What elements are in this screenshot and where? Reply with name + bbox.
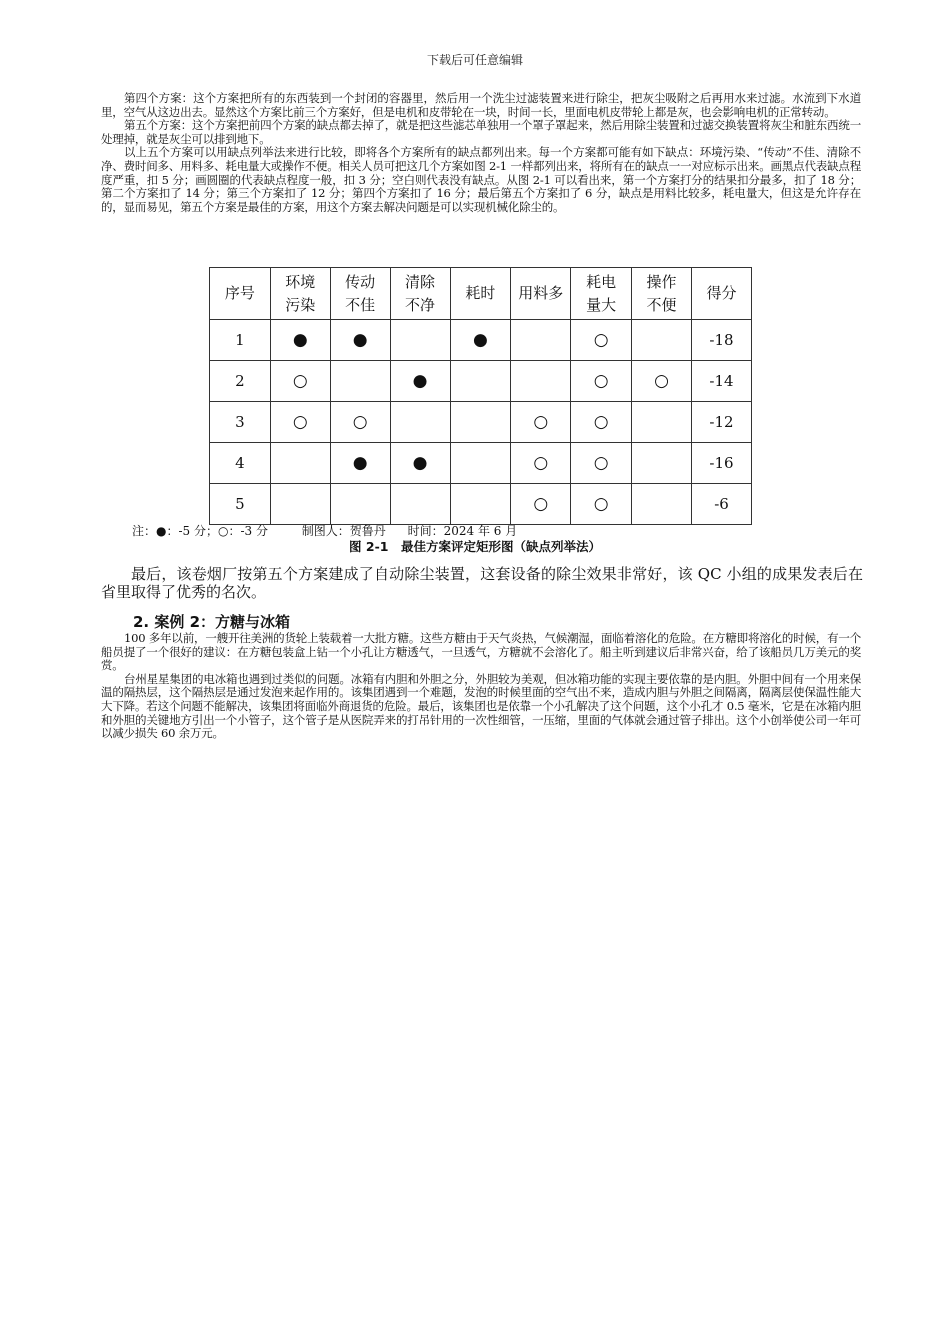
defect-mark [390,320,450,361]
header-time: 耗时 [450,268,511,320]
section-title: 2. 案例 2：方糖与冰箱 [133,613,291,631]
defect-mark: ○ [270,361,330,402]
row-number: 5 [210,484,271,525]
row-number: 3 [210,402,271,443]
defect-mark [511,361,571,402]
row-score: -14 [692,361,752,402]
header-env: 环境 污染 [270,268,330,320]
defect-mark: ○ [632,361,692,402]
defect-mark: ○ [330,402,390,443]
defect-mark [330,361,390,402]
defect-mark: ○ [571,402,632,443]
table-row [210,443,752,484]
defect-mark [390,484,450,525]
defect-mark [330,484,390,525]
defect-mark [632,484,692,525]
paragraph-sugar: 100 多年以前，一艘开往美洲的货轮上装载着一大批方糖。这些方糖由于天气炎热，气候潮湿，面临着溶化的危险。在方糖即将溶化的时候，有一个船员提了一个很好的建议：在方糖包装盒上钻一个小孔让方糖透气，一旦透气，方糖就不会溶化了。船主听到建议后非常兴奋，给了该船员几万美元的奖赏。 [101,631,861,673]
defect-mark [632,443,692,484]
defect-mark [632,402,692,443]
header-no: 序号 [210,268,271,320]
defect-mark [511,320,571,361]
defect-mark: ○ [511,402,571,443]
defect-mark: ○ [511,484,571,525]
note-maker: 制图人：贺鲁丹 [301,524,386,538]
case-two-paragraphs [101,632,861,741]
defect-mark [450,484,511,525]
defect-mark: ○ [571,361,632,402]
paragraph-comparison: 以上五个方案可以用缺点列举法来进行比较，即将各个方案所有的缺点都列出来。每一个方案都可能有如下缺点：环境污染、“传动”不佳、清除不净、费时间多、用料多、耗电量大或操作不便。相关人员可把这几个方案如图 2-1 一样都列出来，将所有在的缺点一一对应标示出来。画黑点代表缺点程度严重，扣 5 分；画圆圈的代表缺点程度一般，扣 3 分；空白则代表没有缺点。从图 2-1 可以看出来，第一个方案打分的结果扣分最多，扣了 18 分；第二个方案扣了 14 分；第三个方案扣了 12 分；第四个方案扣了 16 分；最后第五个方案扣了 6 分，缺点是用料比较多，耗电量大，但这是允许存在的，显而易见，第五个方案是最佳的方案，用这个方案去解决问题是可以实现机械化除尘的。 [101,145,861,214]
row-score: -16 [692,443,752,484]
defect-mark: ○ [511,443,571,484]
row-number: 1 [210,320,271,361]
defect-mark: ● [390,443,450,484]
table-row [210,402,752,443]
row-number: 2 [210,361,271,402]
intro-paragraphs [101,92,861,214]
header-power: 耗电 量大 [571,268,632,320]
note-time: 时间：2024 年 6 月 [407,524,518,538]
defect-mark: ● [390,361,450,402]
evaluation-matrix-table [209,267,752,525]
paragraph-scheme-four: 第四个方案：这个方案把所有的东西装到一个封闭的容器里，然后用一个洗尘过滤装置来进行除尘，把灰尘吸附之后再用水来过滤。水流到下水道里，空气从这边出去。显然这个方案比前三个方案好，但是电机和皮带轮在一块，时间一长，里面电机皮带轮上都是灰，也会影响电机的正常转动。 [101,91,861,119]
paragraph-scheme-five: 第五个方案：这个方案把前四个方案的缺点都去掉了，就是把这些滤芯单独用一个罩子罩起来，然后用除尘装置和过滤交换装置将灰尘和脏东西统一处理掉，就是灰尘可以排到地下。 [101,118,861,146]
row-number: 4 [210,443,271,484]
defect-mark: ● [330,443,390,484]
page-header: 下载后可任意编辑 [426,53,523,67]
header-score: 得分 [692,268,752,320]
defect-mark: ● [450,320,511,361]
defect-mark: ● [330,320,390,361]
header-material: 用料多 [511,268,571,320]
defect-mark [450,402,511,443]
figure-caption: 图 2-1 最佳方案评定矩形图（缺点列举法） [349,539,601,554]
defect-mark: ○ [571,320,632,361]
header-drive: 传动 不佳 [330,268,390,320]
defect-mark: ● [270,320,330,361]
defect-mark [390,402,450,443]
paragraph-fridge: 台州星星集团的电冰箱也遇到过类似的问题。冰箱有内胆和外胆之分，外胆较为美观，但冰箱功能的实现主要依靠的是内胆。外胆中间有一个用来保温的隔热层，这个隔热层是通过发泡来起作用的。该集团遇到一个难题，发泡的时候里面的空气出不来，造成内胆与外胆之间隔离，隔离层使保温性能大大下降。若这个问题不能解决，该集团将面临外商退货的危险。最后，该集团也是依靠一个小孔解决了这个问题，这个小孔才 0.5 毫米，它是在冰箱内胆和外胆的关键地方引出一个小管子，这个管子是从医院弄来的打吊针用的一次性细管，一压缩，里面的气体就会通过管子排出。这个小创举使公司一年可以减少损失 60 余万元。 [101,671,861,741]
defect-mark: ○ [270,402,330,443]
table-row [210,361,752,402]
final-paragraph: 最后，该卷烟厂按第五个方案建成了自动除尘装置，这套设备的除尘效果非常好，该 QC 小组的成果发表后在省里取得了优秀的名次。 [101,565,863,601]
row-score: -18 [692,320,752,361]
defect-mark [270,443,330,484]
header-operation: 操作 不便 [632,268,692,320]
table-row [210,320,752,361]
defect-mark [450,443,511,484]
table-header-row [210,268,752,320]
row-score: -6 [692,484,752,525]
final-paragraph-block [101,565,863,601]
defect-mark [270,484,330,525]
header-clean: 清除 不净 [390,268,450,320]
defect-mark: ○ [571,443,632,484]
note-legend: 注：●：-5 分；○：-3 分 [132,524,268,538]
defect-mark: ○ [571,484,632,525]
row-score: -12 [692,402,752,443]
defect-mark [632,320,692,361]
table-row [210,484,752,525]
defect-mark [450,361,511,402]
